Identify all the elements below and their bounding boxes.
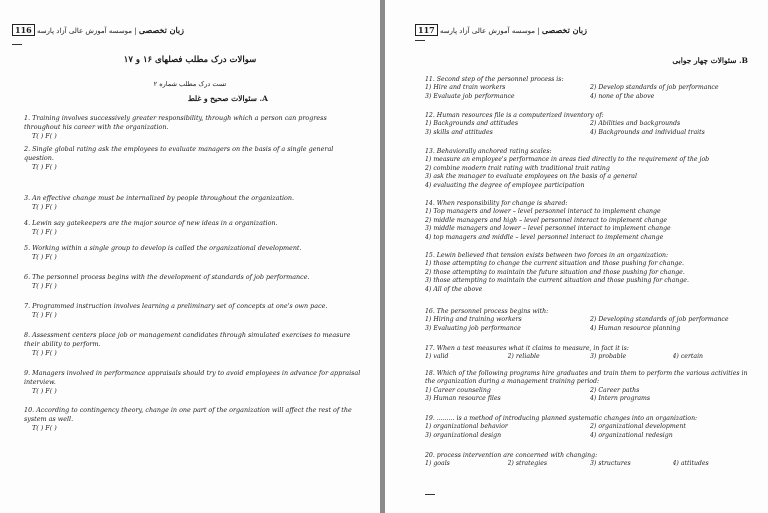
true-false-choice[interactable]: T( ) F( ) bbox=[32, 387, 57, 395]
option-list bbox=[425, 460, 755, 468]
answer-option[interactable]: 3) structures bbox=[590, 460, 631, 468]
answer-option[interactable]: 1) Top managers and lower – level personnel interact to implement change bbox=[425, 208, 661, 216]
section-heading: A. سئوالات صحیح و غلط bbox=[187, 94, 268, 103]
answer-option[interactable]: 1) Hiring and training workers bbox=[425, 316, 522, 324]
question-stem: 17. When a test measures what it claims to measure, in fact it is: bbox=[425, 345, 629, 352]
question-text: 8. Assessment centers place job or management candidates through simulated exercises to measure their ability to perform. bbox=[24, 331, 351, 348]
option-list bbox=[425, 423, 755, 440]
true-false-choice[interactable]: T( ) F( ) bbox=[32, 282, 57, 290]
answer-option[interactable]: 4) top managers and middle – level personnel interact to implement change bbox=[425, 233, 664, 241]
answer-option[interactable]: 3) Evaluating job performance bbox=[425, 324, 521, 332]
header-subject: زبان تخصصی bbox=[138, 25, 184, 35]
question-item bbox=[425, 308, 755, 333]
question-item bbox=[24, 145, 362, 172]
true-false-choice[interactable]: T( ) F( ) bbox=[32, 349, 57, 357]
answer-option[interactable]: 4) attitudes bbox=[672, 460, 709, 468]
page-number: 116 bbox=[12, 24, 35, 36]
answer-option[interactable]: 2) Career paths bbox=[590, 386, 640, 394]
answer-option[interactable]: 2) Abilities and backgrounds bbox=[590, 120, 681, 128]
answer-option[interactable]: 2) combine modern trait rating with traditional trait rating bbox=[425, 164, 610, 172]
right-page bbox=[385, 0, 768, 513]
question-stem: 12. Human resources file is a computerized inventory of: bbox=[425, 112, 604, 119]
answer-option[interactable]: 4) evaluating the degree of employee participation bbox=[425, 181, 585, 189]
page-number: 117 bbox=[415, 24, 438, 36]
answer-option[interactable]: 4) Backgrounds and individual traits bbox=[590, 128, 705, 136]
true-false-choice[interactable]: T( ) F( ) bbox=[32, 203, 57, 211]
answer-option[interactable]: 1) those attempting to change the current situation and those pushing for change. bbox=[425, 260, 685, 268]
page-subtitle: تست درک مطلب شماره ۲ bbox=[153, 80, 227, 88]
answer-option[interactable]: 3) those attempting to maintain the current situation and those pushing for change. bbox=[425, 277, 689, 285]
answer-option[interactable]: 3) organizational design bbox=[425, 431, 502, 439]
question-stem: 11. Second step of the personnel process is: bbox=[425, 76, 564, 83]
true-false-choice[interactable]: T( ) F( ) bbox=[32, 163, 57, 171]
question-item bbox=[425, 200, 755, 242]
section-heading: B. سئوالات چهار جوابی bbox=[672, 56, 748, 65]
answer-option[interactable]: 2) organizational development bbox=[590, 423, 686, 431]
question-text: 2. Single global rating ask the employees to evaluate managers on the basis of a single general question. bbox=[24, 145, 334, 162]
option-list bbox=[425, 316, 755, 333]
question-item bbox=[24, 273, 362, 291]
true-false-choice[interactable]: T( ) F( ) bbox=[32, 228, 57, 236]
page-title: سوالات درک مطلب فصلهای ۱۶ و ۱۷ bbox=[123, 55, 257, 65]
question-item bbox=[425, 252, 755, 294]
option-list bbox=[425, 353, 755, 361]
answer-option[interactable]: 2) those attempting to maintain the future situation and those pushing for change. bbox=[425, 268, 685, 276]
question-stem: 16. The personnel process begins with: bbox=[425, 308, 549, 315]
question-item bbox=[425, 370, 755, 404]
question-text: 3. An effective change must be internalized by people throughout the organization. bbox=[24, 194, 295, 202]
question-stem: 15. Lewin believed that tension exists between two forces in an organization: bbox=[425, 252, 669, 259]
answer-option[interactable]: 4) certain bbox=[672, 353, 704, 361]
question-item bbox=[425, 415, 755, 440]
question-stem: 13. Behaviorally anchored rating scales: bbox=[425, 148, 552, 155]
answer-option[interactable]: 4) Human resource planning bbox=[590, 324, 681, 332]
header-dash bbox=[415, 40, 425, 41]
answer-option[interactable]: 1) goals bbox=[425, 460, 450, 468]
answer-option[interactable]: 4) none of the above bbox=[590, 92, 655, 100]
question-text: 5. Working within a single group to develop is called the organizational development. bbox=[24, 244, 302, 252]
answer-option[interactable]: 2) reliable bbox=[507, 353, 540, 361]
left-page bbox=[0, 0, 380, 513]
question-item bbox=[24, 406, 362, 433]
question-item bbox=[425, 452, 755, 469]
question-item bbox=[425, 112, 755, 137]
right-page-header bbox=[415, 24, 587, 36]
answer-option[interactable]: 3) Evaluate job performance bbox=[425, 92, 515, 100]
answer-option[interactable]: 1) Hire and train workers bbox=[425, 84, 506, 92]
answer-option[interactable]: 1) valid bbox=[425, 353, 449, 361]
question-text: 1. Training involves successively greater responsibility, through which a person can progress throughout his career with the organization. bbox=[24, 114, 327, 131]
answer-option[interactable]: 1) measure an employee's performance in areas tied directly to the requirement of the job bbox=[425, 156, 710, 164]
question-text: 6. The personnel process begins with the development of standards of job performance. bbox=[24, 273, 310, 281]
question-text: 9. Managers involved in performance appraisals should try to avoid employees in advance for appraisal interview. bbox=[24, 369, 361, 386]
question-item bbox=[24, 331, 362, 358]
answer-option[interactable]: 3) probable bbox=[590, 353, 627, 361]
answer-option[interactable]: 2) Develop standards of job performance bbox=[590, 84, 719, 92]
true-false-choice[interactable]: T( ) F( ) bbox=[32, 132, 57, 140]
answer-option[interactable]: 3) ask the manager to evaluate employees on the basis of a general bbox=[425, 173, 637, 181]
question-item bbox=[24, 114, 362, 141]
answer-option[interactable]: 2) Developing standards of job performance bbox=[590, 316, 729, 324]
header-publisher: موسسه آموزش عالی آزاد پارسه bbox=[36, 27, 133, 35]
header-dash bbox=[12, 44, 22, 45]
answer-option[interactable]: 1) Backgrounds and attitudes bbox=[425, 120, 518, 128]
true-false-choice[interactable]: T( ) F( ) bbox=[32, 424, 57, 432]
answer-option[interactable]: 4) organizational redesign bbox=[590, 431, 673, 439]
answer-option[interactable]: 1) organizational behavior bbox=[425, 423, 508, 431]
question-item bbox=[425, 76, 755, 101]
question-text: 7. Programmed instruction involves learning a preliminary set of concepts at one's own pace. bbox=[24, 302, 328, 310]
option-list bbox=[425, 120, 755, 137]
answer-option[interactable]: 1) Career counseling bbox=[425, 386, 491, 394]
answer-option[interactable]: 2) middle managers and high – level personnel interact to implement change bbox=[425, 216, 668, 224]
header-publisher: موسسه آموزش عالی آزاد پارسه bbox=[439, 27, 536, 35]
answer-option[interactable]: 3) Human resource files bbox=[425, 395, 501, 403]
question-text: 4. Lewin say gatekeepers are the major source of new ideas in a organization. bbox=[24, 219, 278, 227]
header-subject: زبان تخصصی bbox=[541, 25, 587, 35]
option-list bbox=[425, 84, 755, 101]
answer-option[interactable]: 3) middle managers and lower – level personnel interact to implement change bbox=[425, 225, 671, 233]
question-item bbox=[24, 302, 362, 320]
question-stem: 20. process intervention are concerned with changing: bbox=[425, 452, 598, 459]
answer-option[interactable]: 3) skills and attitudes bbox=[425, 128, 493, 136]
question-item bbox=[24, 369, 362, 396]
question-stem: 18. Which of the following programs hire graduates and train them to perform the various activities in the organization during a management training period: bbox=[425, 370, 748, 386]
footer-dash bbox=[425, 494, 435, 495]
question-stem: 14. When responsibility for change is shared: bbox=[425, 200, 568, 207]
question-item bbox=[24, 244, 362, 262]
header-divider: | bbox=[134, 27, 137, 35]
answer-option[interactable]: 4) Intern programs bbox=[590, 395, 651, 403]
answer-option[interactable]: 4) All of the above bbox=[425, 285, 483, 293]
question-text: 10. According to contingency theory, change in one part of the organization will affect the rest of the system as well. bbox=[24, 406, 352, 423]
true-false-choice[interactable]: T( ) F( ) bbox=[32, 253, 57, 261]
left-page-header bbox=[12, 24, 184, 36]
header-divider: | bbox=[537, 27, 540, 35]
option-list bbox=[425, 387, 755, 404]
question-item bbox=[24, 194, 362, 212]
question-item bbox=[425, 345, 755, 362]
question-item bbox=[24, 219, 362, 237]
question-item bbox=[425, 148, 755, 190]
question-stem: 19. ......... is a method of introducing planned systematic changes into an organization: bbox=[425, 415, 698, 422]
answer-option[interactable]: 2) strategies bbox=[507, 460, 548, 468]
true-false-choice[interactable]: T( ) F( ) bbox=[32, 311, 57, 319]
